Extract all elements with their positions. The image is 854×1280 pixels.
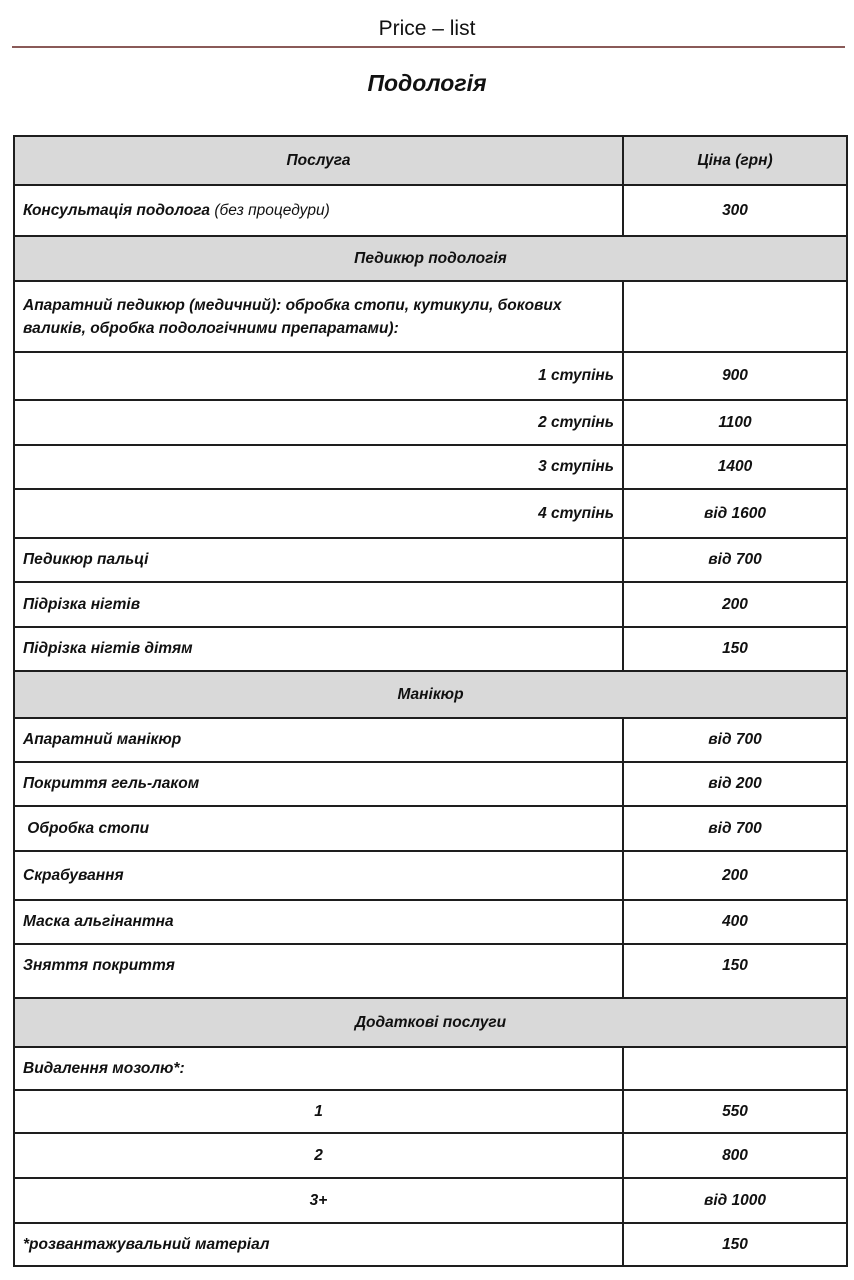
service-cell: [14, 185, 623, 236]
service-cell: Покриття гель-лаком: [14, 762, 623, 806]
table-header-row: [14, 136, 847, 185]
table-row: [14, 1223, 847, 1266]
table-row: [14, 582, 847, 627]
price-cell: 150: [623, 944, 847, 998]
price-cell: від 200: [623, 762, 847, 806]
section-heading-extra: Додаткові послуги: [14, 998, 847, 1047]
table-row: [14, 806, 847, 851]
table-row: [14, 352, 847, 400]
table-row: [14, 718, 847, 762]
service-cell: Маска альгінантна: [14, 900, 623, 944]
document-header: Price – list: [378, 17, 476, 40]
service-note: (без процедури): [214, 201, 330, 219]
price-cell: від 700: [623, 718, 847, 762]
price-cell: 1400: [623, 445, 847, 489]
price-cell: 150: [623, 1223, 847, 1266]
price-cell: 1100: [623, 400, 847, 445]
service-cell: Апаратний манікюр: [14, 718, 623, 762]
price-table: [13, 135, 848, 1267]
column-header-service: Послуга: [14, 136, 623, 185]
degree-label: 2 ступінь: [14, 400, 623, 445]
table-row: [14, 762, 847, 806]
service-cell: Обробка стопи: [14, 806, 623, 851]
service-label: Консультація подолога: [23, 201, 210, 219]
table-row: [14, 627, 847, 671]
service-cell: Педикюр пальці: [14, 538, 623, 582]
degree-label: 3 ступінь: [14, 445, 623, 489]
degree-label: 4 ступінь: [14, 489, 623, 538]
price-cell: 200: [623, 582, 847, 627]
price-cell: від 700: [623, 806, 847, 851]
table-row: [14, 445, 847, 489]
table-row: [14, 400, 847, 445]
page-title: Подологія: [367, 70, 487, 96]
section-heading-manicure: Манікюр: [14, 671, 847, 718]
price-cell: [623, 1047, 847, 1090]
service-cell: Видалення мозолю*:: [14, 1047, 623, 1090]
price-cell: від 1600: [623, 489, 847, 538]
service-cell: Підрізка нігтів: [14, 582, 623, 627]
callus-count-label: 3+: [14, 1178, 623, 1223]
service-cell: Зняття покриття: [14, 944, 623, 998]
price-cell: 900: [623, 352, 847, 400]
service-cell: Апаратний педикюр (медичний): обробка стопи, кутикули, бокових валиків, обробка подологічними препаратами):: [14, 281, 623, 352]
table-row: [14, 944, 847, 998]
section-heading-pedicure: Педикюр подологія: [14, 236, 847, 281]
section-row: [14, 671, 847, 718]
callus-count-label: 2: [14, 1133, 623, 1178]
table-row: [14, 1047, 847, 1090]
service-cell: *розвантажувальний матеріал: [14, 1223, 623, 1266]
header-divider: [12, 46, 845, 48]
price-cell: 800: [623, 1133, 847, 1178]
price-cell: [623, 281, 847, 352]
table-row: [14, 1090, 847, 1133]
table-row: [14, 900, 847, 944]
table-row: [14, 489, 847, 538]
table-row: [14, 851, 847, 900]
price-cell: 300: [623, 185, 847, 236]
section-row: [14, 236, 847, 281]
degree-label: 1 ступінь: [14, 352, 623, 400]
table-row: [14, 185, 847, 236]
price-cell: 550: [623, 1090, 847, 1133]
service-cell: Скрабування: [14, 851, 623, 900]
service-cell: Підрізка нігтів дітям: [14, 627, 623, 671]
table-row: [14, 1178, 847, 1223]
section-row: [14, 998, 847, 1047]
table-row: [14, 281, 847, 352]
table-row: [14, 1133, 847, 1178]
price-cell: 400: [623, 900, 847, 944]
table-row: [14, 538, 847, 582]
callus-count-label: 1: [14, 1090, 623, 1133]
price-cell: 150: [623, 627, 847, 671]
price-cell: від 700: [623, 538, 847, 582]
price-cell: 200: [623, 851, 847, 900]
column-header-price: Ціна (грн): [623, 136, 847, 185]
price-cell: від 1000: [623, 1178, 847, 1223]
